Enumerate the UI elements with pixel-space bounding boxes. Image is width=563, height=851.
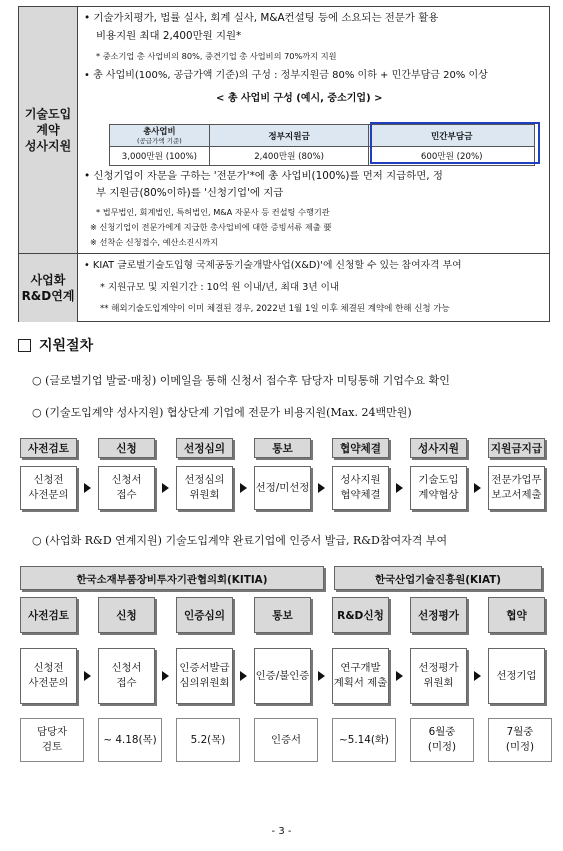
flow2-schedule-4: ~5.14(화): [332, 718, 396, 762]
flow2-header-1: 신청: [98, 597, 155, 633]
line-3: • 총 사업비(100%, 공급가액 기준)의 구성 : 정부지원금 80% 이하 + 민간부담금 20% 이상: [84, 70, 488, 81]
flow1-header-3: 통보: [254, 438, 311, 458]
flow2-header-3: 통보: [254, 597, 311, 633]
budget-value-private: 600만원 (20%): [369, 147, 535, 166]
flow1-header-4: 협약체결: [332, 438, 389, 458]
arrow-right-icon: [318, 671, 325, 681]
flow2-step-0: 신청전 사전문의: [20, 648, 77, 704]
budget-value-total: 3,000만원 (100%): [110, 147, 210, 166]
flow1-step-5: 기술도입 계약협상: [410, 466, 467, 510]
budget-header-total: [110, 125, 210, 147]
flow2-schedule-0: 담당자 검토: [20, 718, 84, 762]
arrow-right-icon: [162, 671, 169, 681]
flow1-header-2: 선정심의: [176, 438, 233, 458]
flow1-header-5: 성사지원: [410, 438, 467, 458]
checkbox-square-icon: [18, 339, 31, 352]
flow1-step-1: 신청서 접수: [98, 466, 155, 510]
flow2-step-3: 인증/불인증: [254, 648, 311, 704]
budget-header-gov: 정부지원금: [209, 125, 369, 147]
flow1-step-0: 신청전 사전문의: [20, 466, 77, 510]
budget-value-gov: 2,400만원 (80%): [209, 147, 369, 166]
flow2-header-5: 선정평가: [410, 597, 467, 633]
budget-header-total-sub: (공급가액 기준): [136, 136, 182, 145]
arrow-right-icon: [318, 483, 325, 493]
arrow-right-icon: [474, 483, 481, 493]
row-label-tech-contract: 기술도입 계약 성사지원: [19, 7, 78, 253]
info-table: [18, 6, 550, 322]
section-title: 지원절차: [39, 338, 94, 354]
rnd-line-2: * 지원규모 및 지원기간 : 10억 원 이내/년, 최대 3년 이내: [100, 282, 340, 293]
arrow-right-icon: [84, 483, 91, 493]
arrow-right-icon: [162, 483, 169, 493]
arrow-right-icon: [240, 671, 247, 681]
note-4: ※ 선착순 신청접수, 예산소진시까지: [90, 237, 218, 247]
flow1-step-3: 선정/미선정: [254, 466, 311, 510]
flow2-step-1: 신청서 접수: [98, 648, 155, 704]
flow1-header-1: 신청: [98, 438, 155, 458]
flow1-step-4: 성사지원 협약체결: [332, 466, 389, 510]
flow2-schedule-1: ~ 4.18(목): [98, 718, 162, 762]
rnd-line-1: • KIAT 글로벌기술도입형 국제공동기술개발사업(X&D)'에 신청할 수 있는 참여자격 부여: [84, 260, 462, 271]
procedure-line-1: ○ (글로벌기업 발굴·매칭) 이메일을 통해 신청서 접수후 담당자 미팅통해 기업수요 확인: [32, 374, 450, 387]
arrow-right-icon: [240, 483, 247, 493]
arrow-right-icon: [474, 671, 481, 681]
note-3: ※ 신청기업이 전문가에게 지급한 총사업비에 대한 증빙서류 제출 要: [90, 222, 332, 232]
line-4: • 신청기업이 자문을 구하는 '전문가'*에 총 사업비(100%)를 먼저 지급하면, 정: [84, 170, 443, 182]
flow2-header-6: 협약: [488, 597, 545, 633]
group-kiat: 한국산업기술진흥원(KIAT): [334, 566, 542, 590]
procedure-line-3: ○ (사업화 R&D 연계지원) 기술도입계약 완료기업에 인증서 발급, R&D참여자격 부여: [32, 534, 448, 547]
flow1-header-6: 지원금지급: [488, 438, 545, 458]
flow1-step-2: 선정심의 위원회: [176, 466, 233, 510]
flow2-schedule-3: 인증서: [254, 718, 318, 762]
line-2: 비용지원 최대 2,400만원 지원*: [96, 30, 242, 42]
flow2-step-5: 선정평가 위원회: [410, 648, 467, 704]
flow2-schedule-2: 5.2(목): [176, 718, 240, 762]
flow2-step-6: 선정기업: [488, 648, 545, 704]
budget-header-total-label: 총사업비: [143, 125, 176, 136]
row-content-rnd: [78, 254, 549, 322]
row-rnd: [19, 254, 549, 322]
row-label-rnd: 사업화 R&D연계: [19, 254, 78, 322]
flow2-step-4: 연구개발 계획서 제출: [332, 648, 389, 704]
flow2-header-0: 사전검토: [20, 597, 77, 633]
row-tech-contract: [19, 7, 549, 254]
note-2: * 법무법인, 회계법인, 특허법인, M&A 자문사 등 컨설팅 수행기관: [96, 207, 330, 217]
group-kitia: 한국소재부품장비투자기관협의회(KITIA): [20, 566, 324, 590]
flow2-schedule-6: 7월중 (미정): [488, 718, 552, 762]
note-1: * 중소기업 총 사업비의 80%, 중견기업 총 사업비의 70%까지 지원: [96, 51, 337, 61]
budget-header-private: 민간부담금: [369, 125, 535, 147]
arrow-right-icon: [396, 483, 403, 493]
flow2-header-2: 인증심의: [176, 597, 233, 633]
flow2-schedule-5: 6월중 (미정): [410, 718, 474, 762]
mini-table-caption: < 총 사업비 구성 (예시, 중소기업) >: [216, 93, 383, 104]
line-1: • 기술가치평가, 법률 실사, 회계 실사, M&A컨설팅 등에 소요되는 전문가 활용: [84, 12, 439, 24]
flow2-header-4: R&D신청: [332, 597, 389, 633]
rnd-line-3: ** 해외기술도입계약이 이미 체결된 경우, 2022년 1월 1일 이후 체결된 계약에 한해 신청 가능: [100, 304, 450, 314]
flow1-step-6: 전문가업무 보고서제출: [488, 466, 545, 510]
arrow-right-icon: [84, 671, 91, 681]
section-heading: [18, 335, 93, 355]
row-content-tech-contract: [78, 7, 549, 253]
line-5: 부 지원금(80%이하)를 '신청기업'에 지급: [96, 187, 284, 199]
private-share-highlight: [370, 122, 540, 164]
page-number: - 3 -: [271, 826, 292, 837]
flow1-header-0: 사전검토: [20, 438, 77, 458]
flow2-step-2: 인증서발급 심의위원회: [176, 648, 233, 704]
arrow-right-icon: [396, 671, 403, 681]
procedure-line-2: ○ (기술도입계약 성사지원) 협상단계 기업에 전문가 비용지원(Max. 24백만원): [32, 406, 412, 419]
